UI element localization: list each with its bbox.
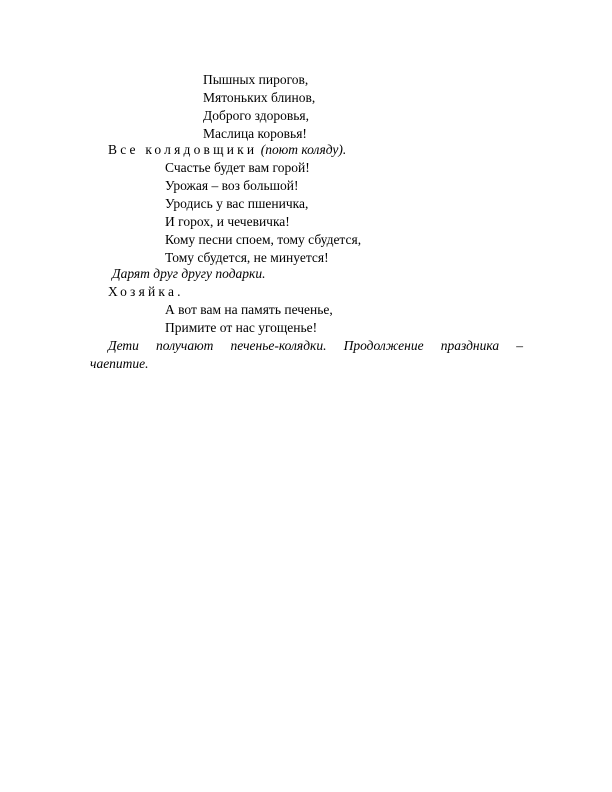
speaker-name: Все колядовщики [108, 142, 258, 157]
stage-direction: Дарят друг другу подарки. [112, 266, 266, 281]
verse-line: Кому песни споем, тому сбудется, [165, 232, 362, 247]
stage-direction: (поют коляду). [260, 142, 347, 157]
verse-line: Пышных пирогов, [203, 72, 309, 87]
verse-line: Примите от нас угощенье! [165, 320, 318, 335]
verse-line: Тому сбудется, не минуется! [165, 250, 329, 265]
verse-line: Маслица коровья! [203, 126, 307, 141]
verse-line: Доброго здоровья, [203, 108, 309, 123]
final-stage-direction-line1: Дети получают печенье-колядки. Продолжение праздника – [108, 338, 523, 353]
verse-line: Счастье будет вам горой! [165, 160, 310, 175]
verse-line: Уродись у вас пшеничка, [165, 196, 309, 211]
verse-line: И горох, и чечевичка! [165, 214, 290, 229]
final-stage-direction-line2: чаепитие. [90, 356, 149, 371]
speaker-name: Хозяйка. [108, 284, 184, 299]
verse-line: Урожая – воз большой! [165, 178, 299, 193]
speaker-line [108, 142, 346, 158]
verse-line: Мятоньких блинов, [203, 90, 316, 105]
verse-line: А вот вам на память печенье, [165, 302, 333, 317]
